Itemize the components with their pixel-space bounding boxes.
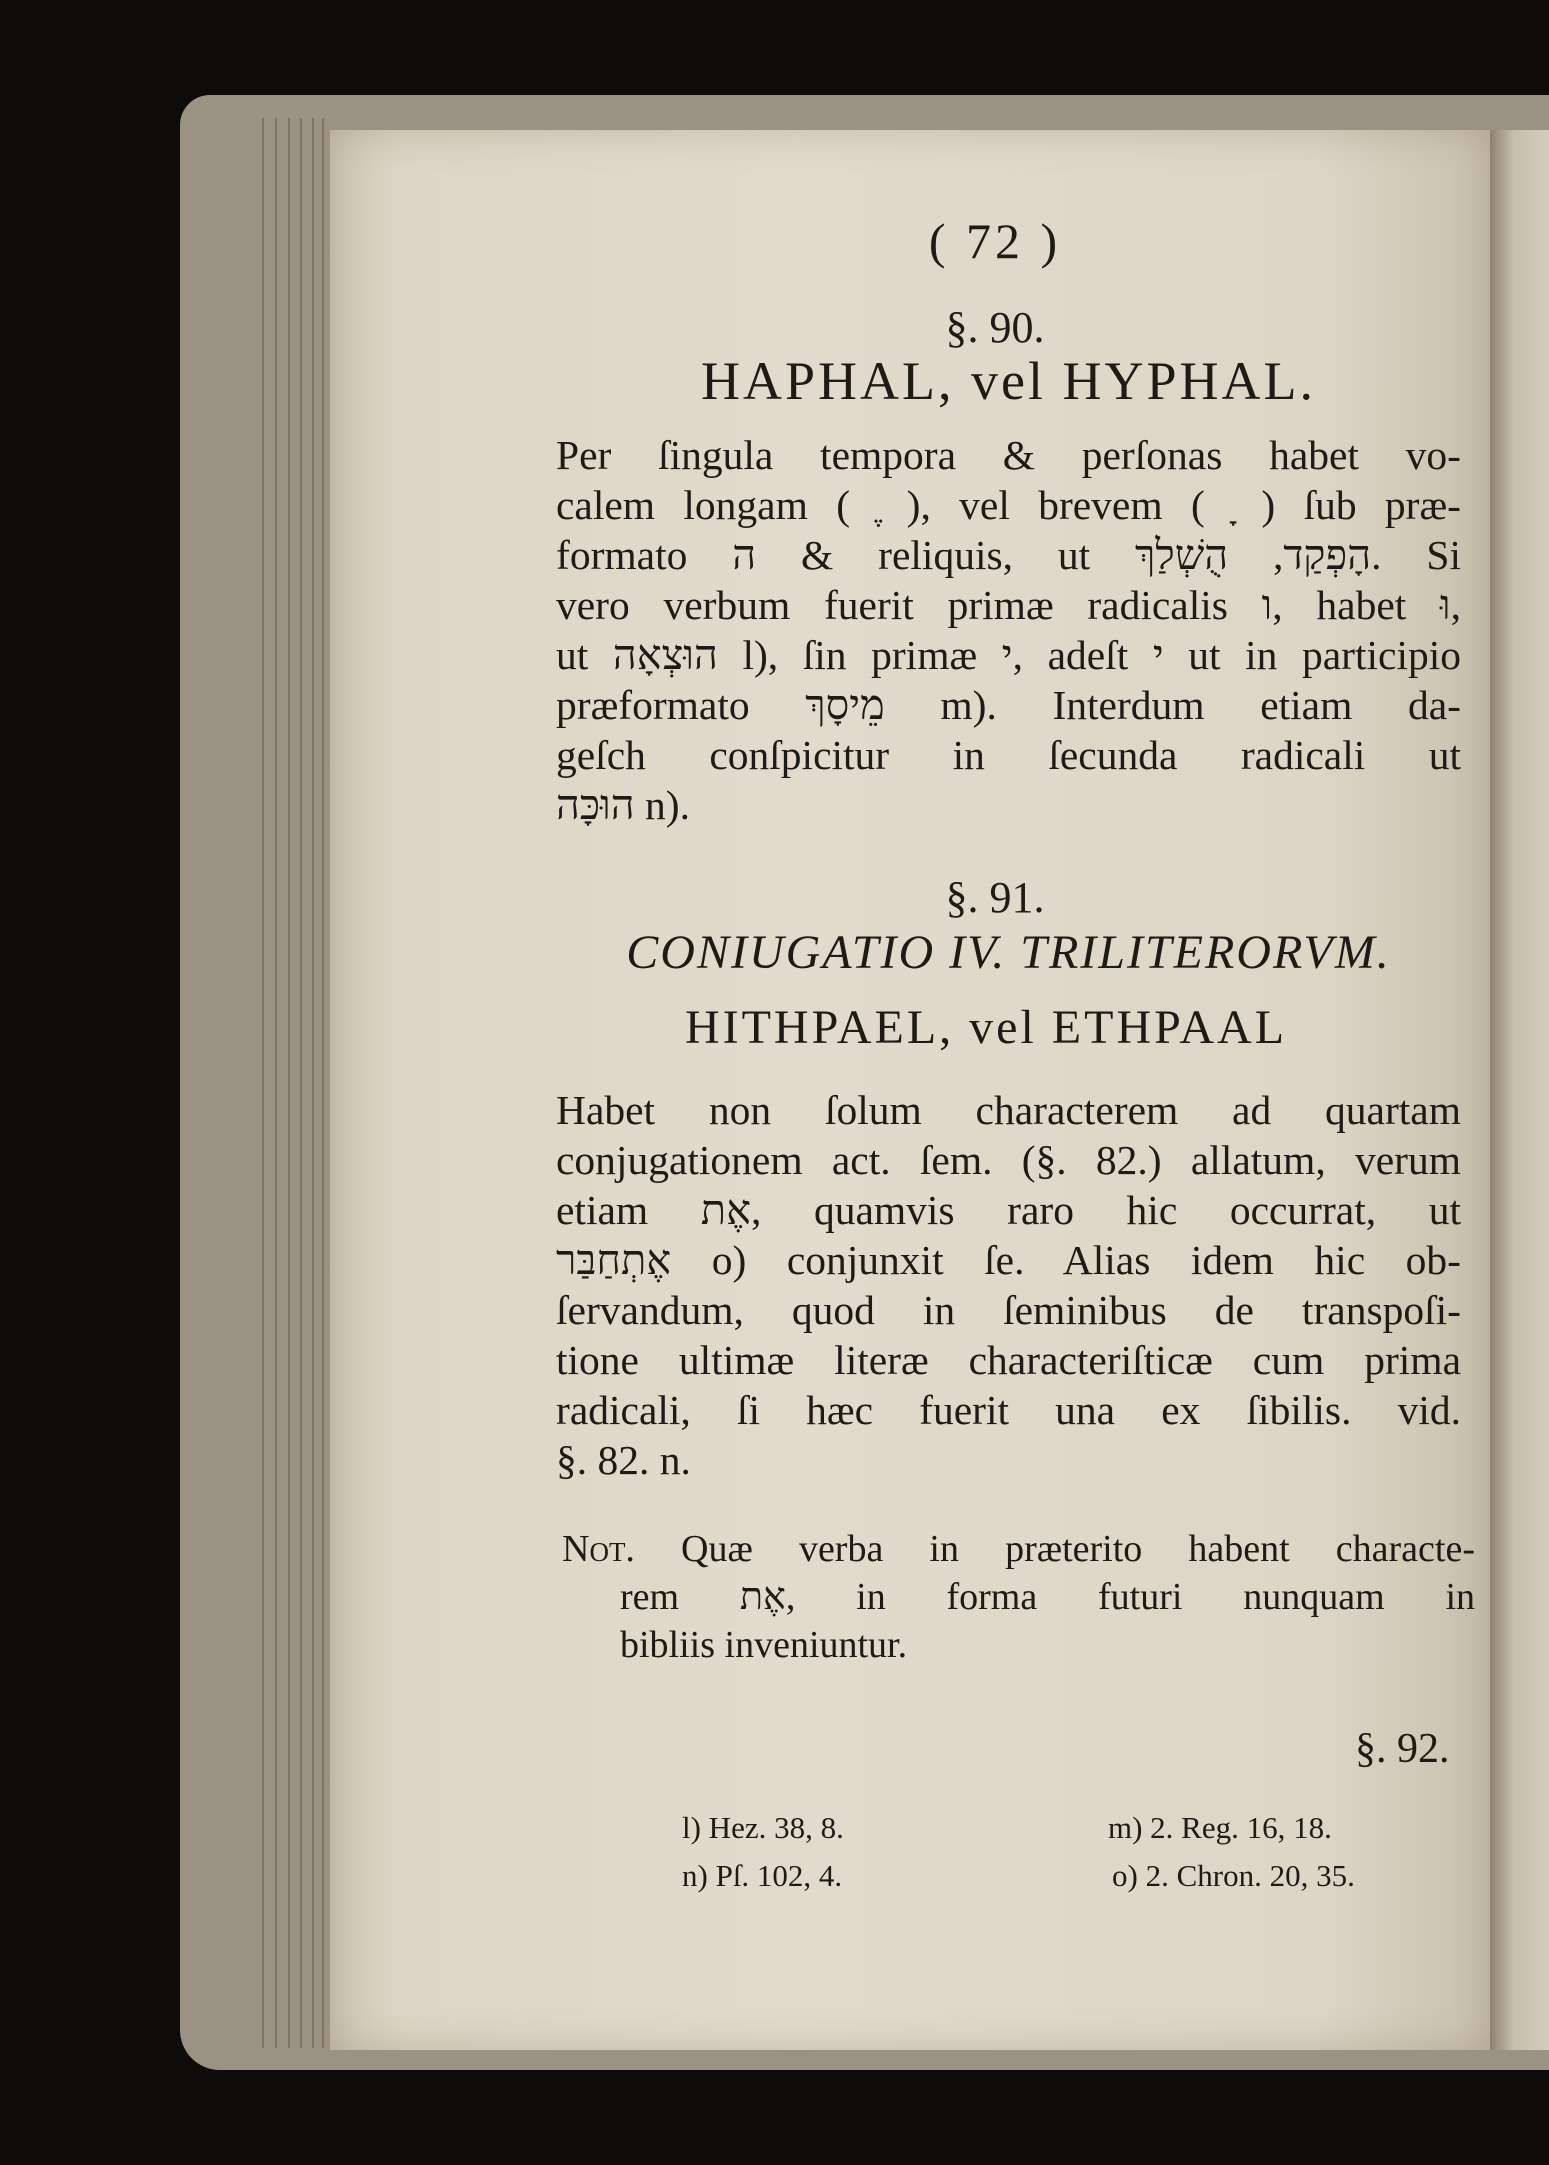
footnote: m) 2. Reg. 16, 18. [1108, 1810, 1332, 1845]
section-title: CONIUGATIO IV. TRILITERORVM. [626, 926, 1391, 979]
note-text: Quæ verba in præterito habent characte- [681, 1528, 1475, 1570]
page-stack-edge [300, 118, 302, 2048]
section-label: §. 91. [945, 873, 1045, 922]
page-stack-edge [262, 118, 264, 2048]
text-line: ut הוּצְאָה l), ſin primæ י, adeſt י ut in participio [556, 632, 1461, 678]
footnote: o) 2. Chron. 20, 35. [1112, 1858, 1355, 1893]
text-line: ſervandum, quod in ſeminibus de transpoſi- [556, 1287, 1461, 1333]
text-line: geſch conſpicitur in ſecunda radicali ut [556, 732, 1461, 778]
page-stack-edge [322, 118, 324, 2048]
text-line: הוּכָּה n). [556, 782, 690, 828]
page-stack-edge [288, 118, 290, 2048]
text-line: vero verbum fuerit primæ radicalis ו, habet וּ, [556, 582, 1462, 628]
text-line: radicali, ſi hæc fuerit una ex ſibilis. vid. [556, 1387, 1461, 1433]
note-line: bibliis inveniuntur. [620, 1624, 908, 1666]
page-stack-edge [275, 118, 277, 2048]
text-line: tione ultimæ literæ characteriſticæ cum prima [556, 1337, 1461, 1383]
section-title: HAPHAL, vel HYPHAL. [701, 351, 1316, 411]
page-number: ( 72 ) [928, 213, 1062, 269]
book-gutter [1490, 130, 1549, 2050]
note-line [562, 1525, 1475, 1573]
text-line: אֶתְחַבַּר o) conjunxit ſe. Alias idem hic ob- [556, 1237, 1461, 1283]
footnote: n) Pſ. 102, 4. [682, 1858, 843, 1893]
text-line: formato ה & reliquis, ut הָפְקַד, הֻשְׁלַךְ. Si [556, 532, 1461, 578]
footnote: l) Hez. 38, 8. [682, 1810, 844, 1845]
note-label: Not. [562, 1528, 635, 1570]
paragraph [556, 430, 1461, 830]
note [562, 1525, 1475, 1669]
page-stack-edge [312, 118, 314, 2048]
catchword: §. 92. [1355, 1726, 1450, 1772]
section-subtitle: HITHPAEL, vel ETHPAAL [684, 1001, 1288, 1054]
text-line: conjugationem act. ſem. (§. 82.) allatum, verum [556, 1137, 1461, 1183]
text-line: Habet non ſolum characterem ad quartam [556, 1087, 1461, 1133]
section-label: §. 90. [945, 303, 1045, 352]
text-line: etiam אֶת, quamvis raro hic occurrat, ut [556, 1187, 1461, 1233]
text-line: §. 82. n. [556, 1437, 691, 1483]
paragraph [556, 1085, 1461, 1485]
text-line: præformato מֵיסָךְ m). Interdum etiam da- [556, 682, 1461, 728]
text-line: Per ſingula tempora & perſonas habet vo- [556, 432, 1461, 478]
note-line: rem אֶת, in forma futuri nunquam in [620, 1576, 1475, 1618]
text-line: calem longam ( ֶ ), vel brevem ( ָ ) ſub præ- [556, 482, 1461, 528]
